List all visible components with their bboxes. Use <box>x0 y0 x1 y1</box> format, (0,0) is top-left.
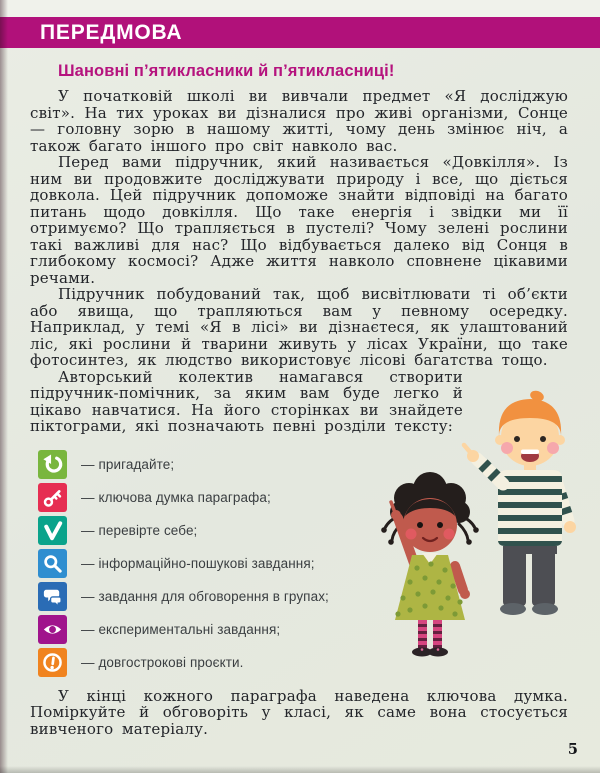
illustration-spacer <box>463 399 568 445</box>
intro-paragraph-4 <box>30 369 568 435</box>
speech-bubbles-icon <box>38 582 67 611</box>
undo-arrow-icon <box>38 450 67 479</box>
eye-icon <box>38 615 67 644</box>
pictogram-legend <box>38 450 568 677</box>
legend-row <box>38 648 568 677</box>
page-number: 5 <box>567 741 578 758</box>
page-body <box>0 48 600 737</box>
legend-row <box>38 582 568 611</box>
legend-label: — інформаційно-пошукові завдання; <box>81 555 315 571</box>
legend-label: — перевірте себе; <box>81 522 198 538</box>
legend-label: — довгострокові проєкти. <box>81 654 244 670</box>
intro-paragraph-3: Підручник побудований так, щоб висвітлювати ті об’єкти або явища, що трапляються вам у певному осередку. Наприклад, у темі «Я в лісі» ви дізнаєтеся, як улаштований ліс, які рослини й тварини живуть у лісах України, що таке фотосинтез, як людство використовує лісові багатства тощо. <box>30 285 568 369</box>
legend-label: — завдання для обговорення в групах; <box>81 588 329 604</box>
closing-paragraph: У кінці кожного параграфа наведена ключова думка. Поміркуйте й обговоріть у класі, як саме вона стосується вивченого матеріалу. <box>30 686 568 738</box>
intro-paragraph-1: У початковій школі ви вивчали предмет «Я досліджую світ». На тих уроках ви дізналися про живі організми, Сонце — головну зорю в нашому житті, чому день змінює ніч, а також багато іншого про світ навколо вас. <box>30 87 568 155</box>
key-icon <box>38 483 67 512</box>
chapter-title: ПЕРЕДМОВА <box>40 20 183 44</box>
legend-row <box>38 450 568 479</box>
welcome-heading: Шановні п’ятикласники й п’ятикласниці! <box>58 62 395 80</box>
legend-row <box>38 516 568 545</box>
legend-label: — експериментальні завдання; <box>81 621 281 637</box>
legend-row <box>38 549 568 578</box>
legend-label: — пригадайте; <box>81 456 175 472</box>
checkmark-icon <box>38 516 67 545</box>
page-top-margin <box>0 0 600 17</box>
intro-paragraph-2: Перед вами підручник, який називається «Довкілля». Із ним ви продовжите досліджувати природу і все, що діється довкола. Цей підручник допоможе знайти відповіді на багато питань щодо довкілля. Що таке енергія і звідки ми її отримуємо? Що трапляється в пустелі? Чому зелені рослини такі важливі для нас? Що відбувається далеко від Сонця в глибокому космосі? Адже життя навколо сповнене цікавими речами. <box>30 153 568 287</box>
chapter-header-bar <box>0 17 600 48</box>
bottom-scan-shadow <box>0 766 600 773</box>
legend-row <box>38 615 568 644</box>
clock-exclamation-icon <box>38 648 67 677</box>
intro-paragraph-4-text: Авторський колектив намагався створити підручник-помічник, за яким вам буде легко й цікаво навчатися. На його сторінках ви знайдете піктограми, які позначають певні розділи тексту: <box>30 367 463 435</box>
legend-row <box>38 483 568 512</box>
legend-label: — ключова думка параграфа; <box>81 489 271 505</box>
magnifier-icon <box>38 549 67 578</box>
